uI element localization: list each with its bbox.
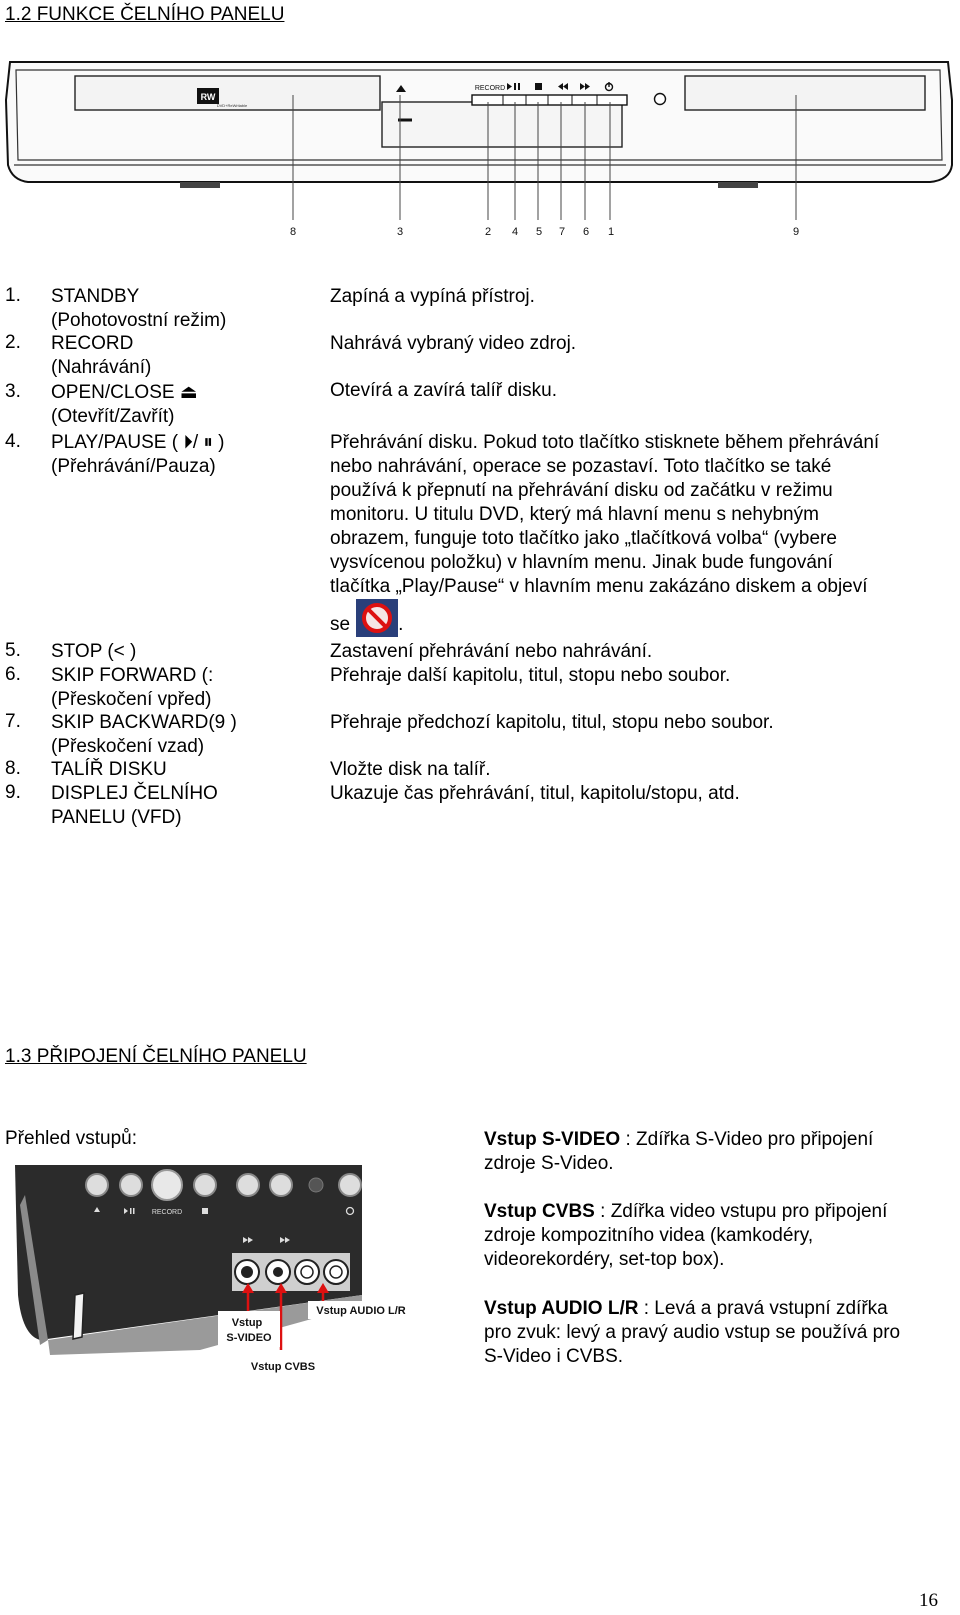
rw-logo-sub: DVD+ReWritable <box>216 103 248 108</box>
button-strip <box>472 95 627 105</box>
desc-line: vysvícenou položku) v hlavním menu. Jinak bude fungování <box>330 552 833 573</box>
callout-8: 8 <box>289 226 297 238</box>
desc-line: Vstup S-VIDEO : Zdířka S-Video pro připojení <box>484 1129 874 1150</box>
item-desc <box>330 640 945 664</box>
label-line: STANDBY <box>51 286 140 307</box>
item-label <box>51 285 321 333</box>
item-label <box>51 711 321 759</box>
input-desc-audio <box>484 1297 954 1369</box>
item-label <box>51 782 321 830</box>
item-number: 6. <box>5 664 21 685</box>
label-line: RECORD <box>51 333 134 354</box>
item-desc <box>330 711 945 735</box>
callout-7: 7 <box>558 226 566 238</box>
callout-9: 9 <box>792 226 800 238</box>
stop-button <box>194 1174 216 1196</box>
item-desc <box>330 332 945 356</box>
desc-line: Přehrávání disku. Pokud toto tlačítko stisknete během přehrávání <box>330 432 880 453</box>
label-line: (Přeskočení vzad) <box>51 736 205 757</box>
stop-icon <box>202 1208 208 1214</box>
item-desc <box>330 431 945 599</box>
input-desc-svideo <box>484 1128 954 1176</box>
desc-line: pro zvuk: levý a pravý audio vstup se používá pro <box>484 1322 901 1343</box>
label-line: (Přeskočení vpřed) <box>51 689 212 710</box>
callout-5: 5 <box>535 226 543 238</box>
item-desc <box>330 758 945 782</box>
stop-icon <box>535 83 542 90</box>
inputs-overview-label: Přehled vstupů: <box>5 1128 138 1149</box>
item-desc <box>330 285 945 309</box>
desc-line: monitoru. U titulu DVD, který má hlavní menu s nehybným <box>330 504 819 525</box>
section-title-connections: 1.3 PŘIPOJENÍ ČELNÍHO PANELU <box>5 1046 307 1067</box>
input-desc-cvbs <box>484 1200 954 1272</box>
desc-line: Vstup CVBS : Zdířka video vstupu pro připojení <box>484 1201 888 1222</box>
desc-line: Ukazuje čas přehrávání, titul, kapitolu/stopu, atd. <box>330 783 740 804</box>
page-number: 16 <box>919 1590 938 1611</box>
input-panel-diagram <box>0 1165 470 1395</box>
desc-line: používá k přepnutí na přehrávání disku od začátku v režimu <box>330 480 833 501</box>
desc-line: zdroje S-Video. <box>484 1153 614 1174</box>
item-number: 2. <box>5 332 21 353</box>
desc-line: Zastavení přehrávání nebo nahrávání. <box>330 641 653 662</box>
label-line: DISPLEJ ČELNÍHO <box>51 783 218 804</box>
desc-line: Přehraje předchozí kapitolu, titul, stopu nebo soubor. <box>330 712 774 733</box>
desc-line: Vstup AUDIO L/R : Levá a pravá vstupní zdířka <box>484 1298 888 1319</box>
input-name: Vstup S-VIDEO <box>484 1129 621 1150</box>
record-label: RECORD <box>474 85 506 92</box>
item-number: 1. <box>5 285 21 306</box>
foot <box>718 182 758 188</box>
item-label <box>51 758 321 782</box>
label-line: PANELU (VFD) <box>51 807 182 828</box>
display-panel <box>685 76 925 110</box>
item-desc <box>330 664 945 688</box>
item-number: 8. <box>5 758 21 779</box>
rw-logo-text: RW <box>200 92 216 102</box>
desc-tail-end: . <box>398 614 404 635</box>
callout-1: 1 <box>607 226 615 238</box>
item-label <box>51 431 321 479</box>
audio-label: Vstup AUDIO L/R <box>316 1305 406 1317</box>
desc-line: Přehraje další kapitolu, titul, stopu nebo soubor. <box>330 665 731 686</box>
label-line: TALÍŘ DISKU <box>51 759 167 780</box>
desc-line: zdroje kompozitního videa (kamkodéry, <box>484 1225 814 1246</box>
item-label <box>51 332 321 380</box>
desc-line: tlačítka „Play/Pause“ v hlavním menu zakázáno diskem a objeví <box>330 576 868 597</box>
label-line: SKIP BACKWARD(9 ) <box>51 712 237 733</box>
ir-sensor <box>655 94 666 105</box>
desc-line: nebo nahrávání, operace se pozastaví. Toto tlačítko se také <box>330 456 832 477</box>
front-panel-diagram <box>0 40 960 250</box>
tray-slot <box>382 102 622 147</box>
prohibited-icon <box>356 599 398 637</box>
input-name: Vstup AUDIO L/R <box>484 1298 639 1319</box>
section-title-front-panel: 1.2 FUNKCE ČELNÍHO PANELU <box>5 4 285 25</box>
item-desc <box>330 782 945 806</box>
indicator-led <box>309 1178 323 1192</box>
callout-3: 3 <box>396 226 404 238</box>
desc-line: Vložte disk na talíř. <box>330 759 491 780</box>
skip-forward-button <box>270 1174 292 1196</box>
item-number: 5. <box>5 640 21 661</box>
input-name: Vstup CVBS <box>484 1201 595 1222</box>
svideo-label-1: Vstup <box>231 1317 263 1329</box>
item-number: 7. <box>5 711 21 732</box>
record-button <box>152 1170 182 1200</box>
desc-line: Nahrává vybraný video zdroj. <box>330 333 577 354</box>
svideo-label-2: S-VIDEO <box>226 1332 272 1344</box>
label-line: STOP (< ) <box>51 641 137 662</box>
callout-6: 6 <box>582 226 590 238</box>
desc-line: S-Video i CVBS. <box>484 1346 624 1367</box>
label-line: OPEN/CLOSE ⏏ <box>51 382 198 403</box>
item-label <box>51 640 321 664</box>
foot <box>180 182 220 188</box>
item-label <box>51 381 321 429</box>
record-label: RECORD <box>151 1209 183 1216</box>
item-label <box>51 664 321 712</box>
cvbs-label: Vstup CVBS <box>250 1361 316 1373</box>
label-line: PLAY/PAUSE ( ⏵/ ⏸ ) <box>51 432 225 453</box>
label-line: (Přehrávání/Pauza) <box>51 456 216 477</box>
desc-line: Zapíná a vypíná přístroj. <box>330 286 535 307</box>
callout-4: 4 <box>511 226 519 238</box>
desc-line: obrazem, funguje toto tlačítko jako „tlačítková volba“ (vybere <box>330 528 837 549</box>
label-line: (Pohotovostní režim) <box>51 310 227 331</box>
item-number: 4. <box>5 431 21 452</box>
item-desc <box>330 379 945 403</box>
skip-back-button <box>237 1174 259 1196</box>
label-line: (Otevřít/Zavřít) <box>51 406 175 427</box>
callout-2: 2 <box>484 226 492 238</box>
desc-tail-text: se <box>330 614 351 635</box>
play-pause-button <box>120 1174 142 1196</box>
standby-button <box>339 1174 361 1196</box>
desc-line: videorekordéry, set-top box). <box>484 1249 725 1270</box>
label-line: SKIP FORWARD (: <box>51 665 214 686</box>
item-desc-tail <box>330 597 403 637</box>
desc-line: Otevírá a zavírá talíř disku. <box>330 380 558 401</box>
item-number: 3. <box>5 381 21 402</box>
label-line: (Nahrávání) <box>51 357 152 378</box>
item-number: 9. <box>5 782 21 803</box>
open-close-button <box>86 1174 108 1196</box>
